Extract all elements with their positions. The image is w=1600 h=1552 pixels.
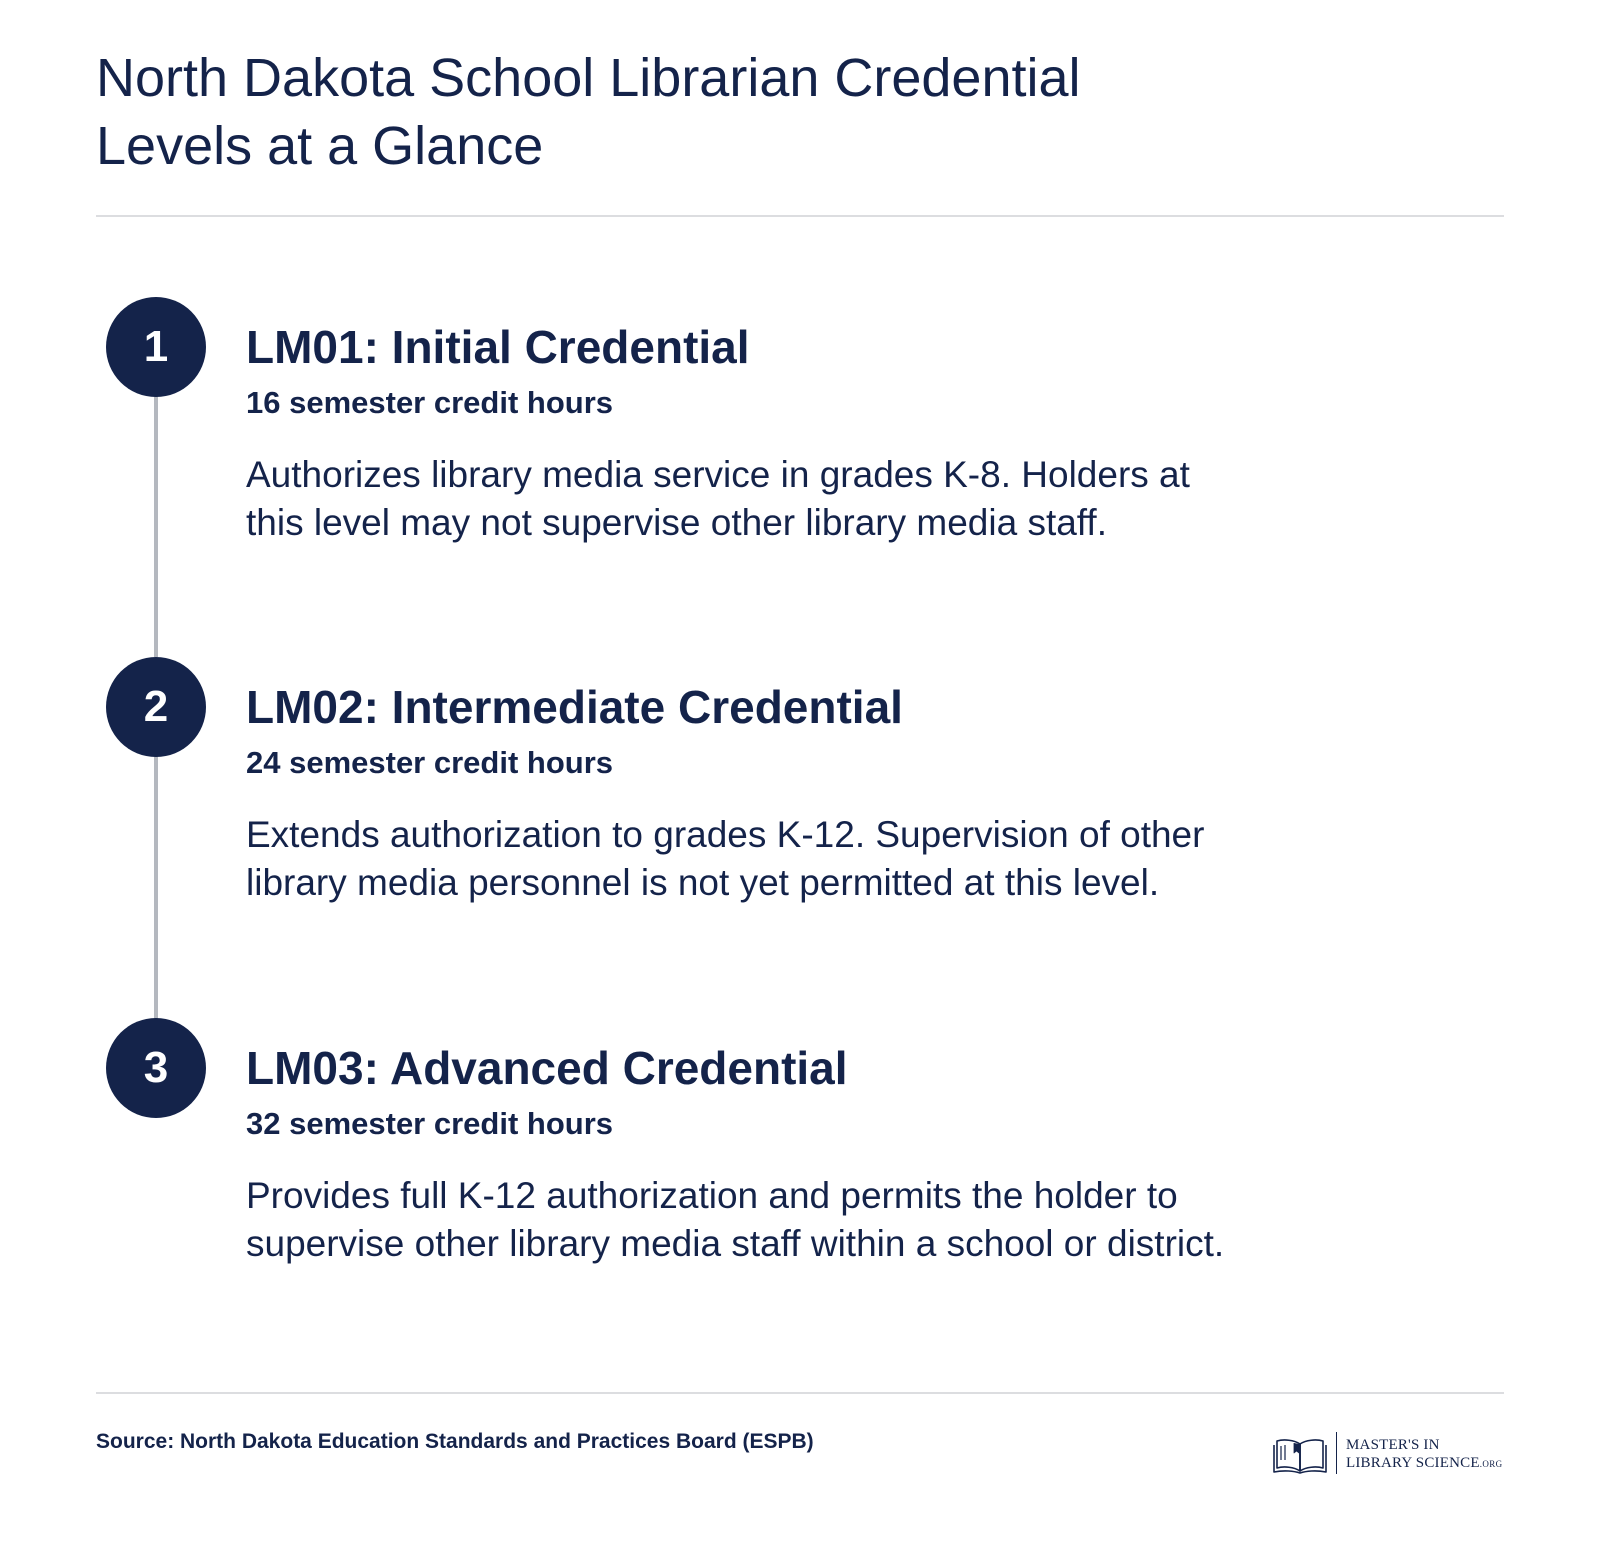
- step-description: Extends authorization to grades K-12. Supervision of other library media personnel is not yet permitted at this level.: [246, 814, 1205, 903]
- logo-wordmark: [1346, 1436, 1503, 1473]
- logo-line-2-text: LIBRARY SCIENCE: [1346, 1455, 1480, 1471]
- page-title: North Dakota School Librarian Credential Levels at a Glance: [96, 48, 1081, 176]
- step-title: LM02: Intermediate Credential: [246, 681, 903, 733]
- step-number-badge: 3: [106, 1018, 206, 1118]
- timeline-connector: [154, 395, 158, 657]
- step-credit-hours: 24 semester credit hours: [246, 745, 614, 780]
- step-title: LM03: Advanced Credential: [246, 1042, 848, 1094]
- footer-divider: [96, 1392, 1504, 1394]
- open-book-icon: [1272, 1436, 1328, 1474]
- step-credit-hours: 32 semester credit hours: [246, 1106, 614, 1141]
- timeline-connector: [154, 755, 158, 1019]
- step-number-badge: 2: [106, 657, 206, 757]
- logo-line-1: MASTER'S IN: [1346, 1437, 1440, 1453]
- brand-logo: [1272, 1432, 1504, 1476]
- logo-line-2: [1346, 1454, 1503, 1473]
- step-title: LM01: Initial Credential: [246, 321, 750, 373]
- logo-suffix: .ORG: [1479, 1459, 1503, 1469]
- header-divider: [96, 215, 1504, 217]
- step-number-badge: 1: [106, 297, 206, 397]
- step-description: Authorizes library media service in grades K-8. Holders at this level may not supervise other library media staff.: [246, 454, 1190, 543]
- logo-divider: [1336, 1432, 1337, 1474]
- step-description: Provides full K-12 authorization and permits the holder to supervise other library media staff within a school or district.: [246, 1175, 1225, 1264]
- source-note: Source: North Dakota Education Standards and Practices Board (ESPB): [96, 1430, 814, 1453]
- step-credit-hours: 16 semester credit hours: [246, 385, 614, 420]
